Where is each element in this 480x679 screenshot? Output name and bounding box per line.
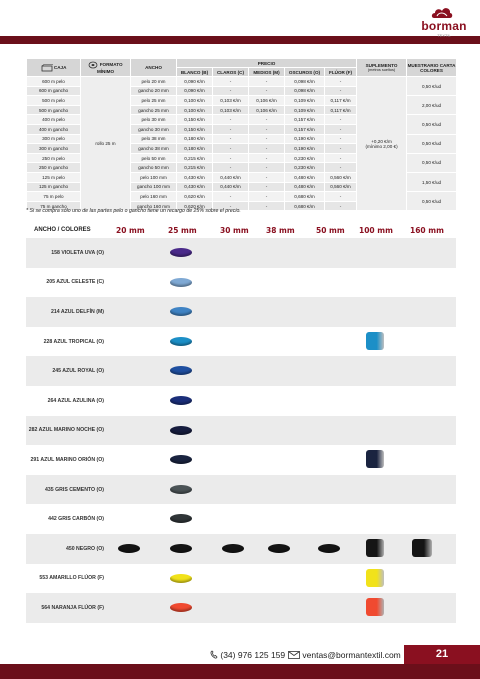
cell-fluor: 0,560 €/m	[325, 182, 357, 192]
header-oscuros: OSCUROS (O)	[285, 68, 325, 77]
color-name: 205 AZUL CELESTE (C)	[46, 279, 104, 286]
cell-blanco: 0,150 €/m	[177, 115, 213, 125]
tape-disc-swatch	[170, 426, 192, 435]
color-row	[26, 356, 456, 386]
cell-claros: -	[213, 115, 249, 125]
suplemento-value: +0,20 €/m	[371, 138, 392, 144]
color-row	[26, 238, 456, 268]
tape-disc-swatch	[170, 307, 192, 316]
color-row	[26, 416, 456, 446]
tape-disc-swatch	[318, 544, 340, 553]
bottom-band	[0, 664, 480, 679]
cell-ancho: pelo 25 mm	[131, 96, 177, 106]
cell-blanco: 0,215 €/m	[177, 153, 213, 163]
color-row	[26, 297, 456, 327]
color-name: 553 AMARILLO FLÚOR (F)	[39, 575, 104, 582]
cell-medios: -	[249, 144, 285, 154]
width-label: 25 mm	[168, 226, 197, 235]
cell-claros: -	[213, 163, 249, 173]
cell-ancho: gancho 100 mm	[131, 182, 177, 192]
tape-disc-swatch	[170, 455, 192, 464]
cell-fluor: 0,560 €/m	[325, 172, 357, 182]
width-label: 20 mm	[116, 226, 145, 235]
cell-blanco: 0,620 €/m	[177, 192, 213, 202]
cell-medios: -	[249, 201, 285, 211]
cell-blanco: 0,090 €/m	[177, 77, 213, 87]
cell-caja: 250 m gancho	[27, 163, 81, 173]
cell-formato: rollo 25 m	[81, 77, 131, 211]
cell-ancho: pelo 160 mm	[131, 192, 177, 202]
color-chart-header	[26, 224, 456, 238]
cell-ancho: pelo 30 mm	[131, 115, 177, 125]
color-row	[26, 475, 456, 505]
color-name: 282 AZUL MARINO NOCHE (O)	[28, 427, 104, 434]
width-label: 30 mm	[220, 226, 249, 235]
cell-blanco: 0,090 €/m	[177, 86, 213, 96]
color-name: 228 AZUL TROPICAL (O)	[43, 338, 104, 345]
cell-oscuros: 0,680 €/m	[285, 192, 325, 202]
page-number-box	[404, 645, 480, 664]
cell-blanco: 0,100 €/m	[177, 105, 213, 115]
cell-oscuros: 0,109 €/m	[285, 105, 325, 115]
tape-disc-swatch	[118, 544, 140, 553]
footer-email[interactable]: ventas@bormantextil.com	[288, 650, 401, 660]
phone-icon	[210, 650, 218, 659]
cell-ancho: pelo 50 mm	[131, 153, 177, 163]
tape-disc-swatch	[170, 574, 192, 583]
cell-suplemento	[357, 77, 407, 211]
cell-caja: 600 m pelo	[27, 77, 81, 87]
cell-oscuros: 0,230 €/m	[285, 163, 325, 173]
tape-disc-swatch	[170, 366, 192, 375]
tape-disc-swatch	[170, 544, 192, 553]
cell-caja: 125 m gancho	[27, 182, 81, 192]
cell-claros: -	[213, 124, 249, 134]
cell-ancho: gancho 30 mm	[131, 124, 177, 134]
cell-medios: -	[249, 182, 285, 192]
header-ancho: ANCHO	[131, 59, 177, 77]
tape-disc-swatch	[170, 485, 192, 494]
cell-oscuros: 0,230 €/m	[285, 153, 325, 163]
cell-medios: 0,106 €/m	[249, 105, 285, 115]
tape-disc-swatch	[170, 248, 192, 257]
cell-caja: 300 m pelo	[27, 134, 81, 144]
cell-oscuros: 0,157 €/m	[285, 115, 325, 125]
cell-medios: -	[249, 134, 285, 144]
color-name: 264 AZUL AZULINA (O)	[47, 397, 104, 404]
color-name: 564 NARANJA FLÚOR (F)	[41, 604, 104, 611]
cell-muestrario: 0,50 €/ud	[407, 77, 457, 96]
colors-header-label: ANCHO / COLORES	[34, 227, 91, 233]
price-table	[26, 58, 457, 211]
cell-caja: 400 m pelo	[27, 115, 81, 125]
surcharge-note: * Si se compra sólo uno de las partes pelo o gancho tiene un recargo de 25% sobre el precio.	[26, 208, 241, 214]
header-suplemento: SUPLEMENTO (metros sueltos)	[357, 59, 407, 77]
cell-fluor: -	[325, 201, 357, 211]
cell-fluor: -	[325, 115, 357, 125]
cell-medios: -	[249, 153, 285, 163]
cell-blanco: 0,215 €/m	[177, 163, 213, 173]
cell-oscuros: 0,109 €/m	[285, 96, 325, 106]
cell-blanco: 0,620 €/m	[177, 201, 213, 211]
tape-disc-swatch	[170, 337, 192, 346]
roll-icon	[88, 61, 98, 69]
cell-ancho: gancho 20 mm	[131, 86, 177, 96]
tape-roll-swatch	[366, 450, 384, 468]
cell-fluor: -	[325, 153, 357, 163]
cell-muestrario: 2,00 €/ud	[407, 96, 457, 115]
cell-claros: 0,103 €/m	[213, 105, 249, 115]
tape-disc-swatch	[268, 544, 290, 553]
cell-medios: -	[249, 192, 285, 202]
cell-medios: -	[249, 86, 285, 96]
cell-ancho: pelo 38 mm	[131, 134, 177, 144]
cell-caja: 400 m gancho	[27, 124, 81, 134]
tape-roll-swatch	[412, 539, 432, 557]
cell-claros: -	[213, 86, 249, 96]
cell-muestrario: 0,50 €/ud	[407, 134, 457, 153]
tape-roll-swatch	[366, 539, 384, 557]
cell-medios: 0,106 €/m	[249, 96, 285, 106]
color-name: 442 GRIS CARBÓN (O)	[48, 516, 104, 523]
cell-caja: 75 m gancho	[27, 201, 81, 211]
cell-fluor: 0,117 €/m	[325, 105, 357, 115]
cell-claros: 0,103 €/m	[213, 96, 249, 106]
color-row	[26, 327, 456, 357]
cell-blanco: 0,180 €/m	[177, 134, 213, 144]
tape-disc-swatch	[170, 514, 192, 523]
cell-ancho: gancho 38 mm	[131, 144, 177, 154]
color-row	[26, 593, 456, 623]
cell-claros: -	[213, 134, 249, 144]
color-row	[26, 504, 456, 534]
suplemento-minimum: (mínimo 2,00 €)	[365, 143, 398, 149]
header-medios: MEDIOS (M)	[249, 68, 285, 77]
cell-blanco: 0,100 €/m	[177, 96, 213, 106]
cell-claros: -	[213, 77, 249, 87]
color-chart	[26, 224, 456, 623]
color-name: 245 AZUL ROYAL (O)	[52, 368, 104, 375]
header-formato: FORMATO MÍNIMO	[81, 59, 131, 77]
cell-oscuros: 0,480 €/m	[285, 182, 325, 192]
cell-fluor: -	[325, 192, 357, 202]
cell-oscuros: 0,190 €/m	[285, 144, 325, 154]
cell-caja: 500 m pelo	[27, 96, 81, 106]
cell-oscuros: 0,480 €/m	[285, 172, 325, 182]
cell-blanco: 0,430 €/m	[177, 182, 213, 192]
brand-name: borman	[421, 19, 467, 33]
footer-phone[interactable]: (34) 976 125 159	[210, 650, 285, 660]
cell-oscuros: 0,098 €/m	[285, 86, 325, 96]
top-band	[0, 36, 480, 44]
cell-ancho: pelo 20 mm	[131, 77, 177, 87]
header-fluor: FLÚOR (F)	[325, 68, 357, 77]
cell-fluor: -	[325, 144, 357, 154]
cell-fluor: -	[325, 134, 357, 144]
cell-blanco: 0,150 €/m	[177, 124, 213, 134]
brand-logo	[414, 4, 474, 38]
cell-ancho: gancho 25 mm	[131, 105, 177, 115]
cell-caja: 125 m pelo	[27, 172, 81, 182]
color-name: 214 AZUL DELFÍN (M)	[50, 308, 104, 315]
cell-ancho: gancho 50 mm	[131, 163, 177, 173]
color-row	[26, 564, 456, 594]
cell-caja: 300 m gancho	[27, 144, 81, 154]
cell-medios: -	[249, 124, 285, 134]
color-row	[26, 268, 456, 298]
header-precio: PRECIO	[177, 59, 357, 68]
cell-medios: -	[249, 77, 285, 87]
cell-oscuros: 0,190 €/m	[285, 134, 325, 144]
cell-oscuros: 0,680 €/m	[285, 201, 325, 211]
tape-disc-swatch	[170, 278, 192, 287]
tape-roll-swatch	[366, 569, 384, 587]
cell-muestrario: 1,50 €/ud	[407, 172, 457, 191]
cell-muestrario: 0,50 €/ud	[407, 153, 457, 172]
cell-claros: -	[213, 144, 249, 154]
cell-muestrario: 0,50 €/ud	[407, 115, 457, 134]
cell-claros: -	[213, 192, 249, 202]
cell-caja: 250 m pelo	[27, 153, 81, 163]
header-caja: CAJA	[27, 59, 81, 77]
tape-roll-swatch	[366, 598, 384, 616]
color-row	[26, 534, 456, 564]
width-label: 50 mm	[316, 226, 345, 235]
cell-blanco: 0,430 €/m	[177, 172, 213, 182]
color-name: 435 GRIS CEMENTO (O)	[45, 486, 104, 493]
cell-blanco: 0,180 €/m	[177, 144, 213, 154]
header-blanco: BLANCO (B)	[177, 68, 213, 77]
color-row	[26, 445, 456, 475]
width-label: 100 mm	[359, 226, 393, 235]
cell-ancho: gancho 160 mm	[131, 201, 177, 211]
width-label: 38 mm	[266, 226, 295, 235]
cell-fluor: 0,117 €/m	[325, 96, 357, 106]
cell-claros: -	[213, 153, 249, 163]
cell-medios: -	[249, 163, 285, 173]
page-number: 21	[435, 648, 449, 660]
cloud-logo-icon	[430, 4, 454, 20]
color-name: 450 NEGRO (O)	[65, 545, 104, 552]
cell-fluor: -	[325, 124, 357, 134]
brand-tagline: TEXTIL	[437, 33, 451, 38]
header-muestrario: MUESTRARIO CARTA COLORES	[407, 59, 457, 77]
cell-claros: 0,440 €/m	[213, 172, 249, 182]
cell-oscuros: 0,157 €/m	[285, 124, 325, 134]
cell-caja: 600 m gancho	[27, 86, 81, 96]
color-name: 291 AZUL MARINO ORIÓN (O)	[30, 456, 104, 463]
price-row	[27, 77, 457, 87]
tape-disc-swatch	[170, 396, 192, 405]
color-row	[26, 386, 456, 416]
cell-claros: 0,440 €/m	[213, 182, 249, 192]
cell-oscuros: 0,098 €/m	[285, 77, 325, 87]
cell-fluor: -	[325, 163, 357, 173]
cell-claros: -	[213, 201, 249, 211]
cell-caja: 75 m pelo	[27, 192, 81, 202]
cell-fluor: -	[325, 86, 357, 96]
cell-fluor: -	[325, 77, 357, 87]
tape-disc-swatch	[222, 544, 244, 553]
tape-disc-swatch	[170, 603, 192, 612]
cell-medios: -	[249, 172, 285, 182]
tape-roll-swatch	[366, 332, 384, 350]
cell-medios: -	[249, 115, 285, 125]
width-label: 160 mm	[410, 226, 444, 235]
cell-caja: 500 m gancho	[27, 105, 81, 115]
cell-muestrario: 0,50 €/ud	[407, 192, 457, 211]
box-icon	[41, 64, 53, 72]
header-claros: CLAROS (C)	[213, 68, 249, 77]
cell-ancho: pelo 100 mm	[131, 172, 177, 182]
color-name: 158 VIOLETA UVA (O)	[51, 249, 104, 256]
envelope-icon	[288, 651, 300, 659]
